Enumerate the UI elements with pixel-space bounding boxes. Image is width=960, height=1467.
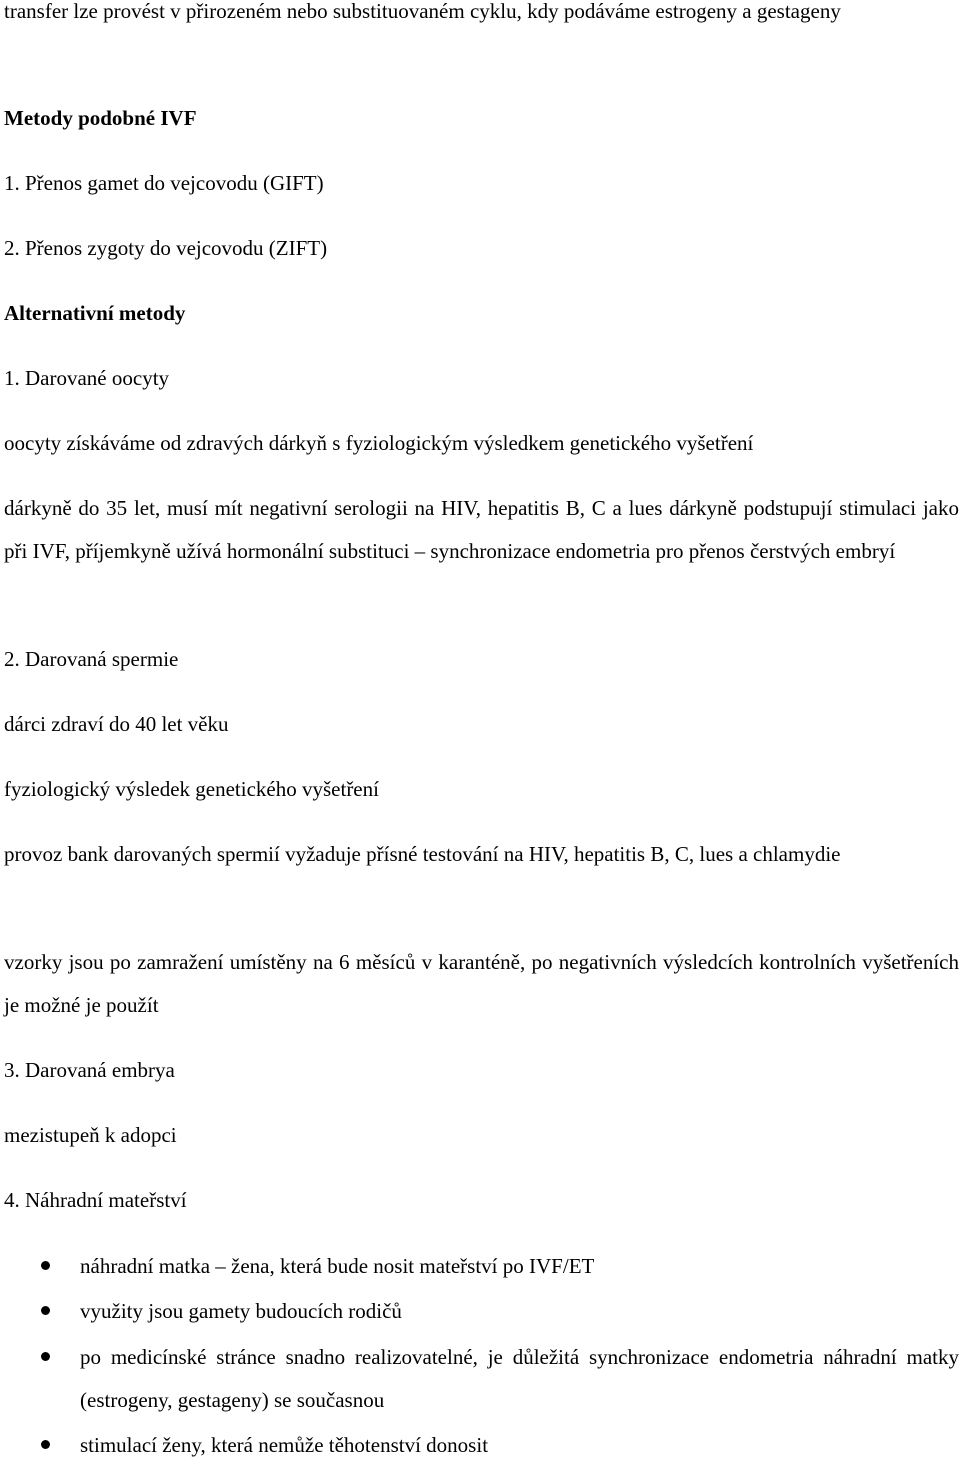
list-item-gift: 1. Přenos gamet do vejcovodu (GIFT) [4, 171, 324, 195]
section-heading-donated-sperm: 2. Darovaná spermie [4, 647, 179, 671]
paragraph-donor-age: dárci zdraví do 40 let věku [4, 712, 229, 736]
paragraph-quarantine: vzorky jsou po zamražení umístěny na 6 měsíců v karanténě, po negativních výsledcích kontrolních vyšetřeních je možné je použít [4, 950, 959, 1017]
bullet-text: náhradní matka – žena, která bude nosit mateřství po IVF/ET [80, 1254, 595, 1278]
heading-ivf-like-methods: Metody podobné IVF [4, 106, 197, 130]
bullet-icon [41, 1306, 50, 1315]
paragraph-sperm-bank-testing: provoz bank darovaných spermií vyžaduje přísné testování na HIV, hepatitis B, C, lues a chlamydie [4, 842, 841, 866]
paragraph-transfer: transfer lze provést v přirozeném nebo substituovaném cyklu, kdy podáváme estrogeny a gestageny [4, 0, 841, 23]
bullet-icon [41, 1440, 50, 1449]
section-heading-donated-oocytes: 1. Darované oocyty [4, 366, 170, 390]
paragraph-adoption-step: mezistupeň k adopci [4, 1123, 177, 1147]
paragraph-donor-requirements: dárkyně do 35 let, musí mít negativní serologii na HIV, hepatitis B, C a lues dárkyně podstupují stimulaci jako při IVF, příjemkyně užívá hormonální substituci – synchronizace endometria pro přenos čerstvých embryí [4, 496, 959, 563]
bullet-text: stimulací ženy, která nemůže těhotenství donosit [80, 1433, 489, 1457]
section-heading-surrogacy: 4. Náhradní mateřství [4, 1188, 187, 1212]
bullet-icon [41, 1352, 50, 1361]
bullet-text: využity jsou gamety budoucích rodičů [80, 1299, 402, 1323]
list-item-zift: 2. Přenos zygoty do vejcovodu (ZIFT) [4, 236, 328, 260]
paragraph-genetic-result: fyziologický výsledek genetického vyšetření [4, 777, 379, 801]
bullet-text: po medicínské stránce snadno realizovatelné, je důležitá synchronizace endometria náhradní matky (estrogeny, gestageny) se současnou [80, 1345, 959, 1412]
heading-alternative-methods: Alternativní metody [4, 301, 186, 325]
section-heading-donated-embryos: 3. Darovaná embrya [4, 1058, 175, 1082]
bullet-icon [41, 1261, 50, 1270]
paragraph-oocytes-source: oocyty získáváme od zdravých dárkyň s fyziologickým výsledkem genetického vyšetření [4, 431, 754, 455]
